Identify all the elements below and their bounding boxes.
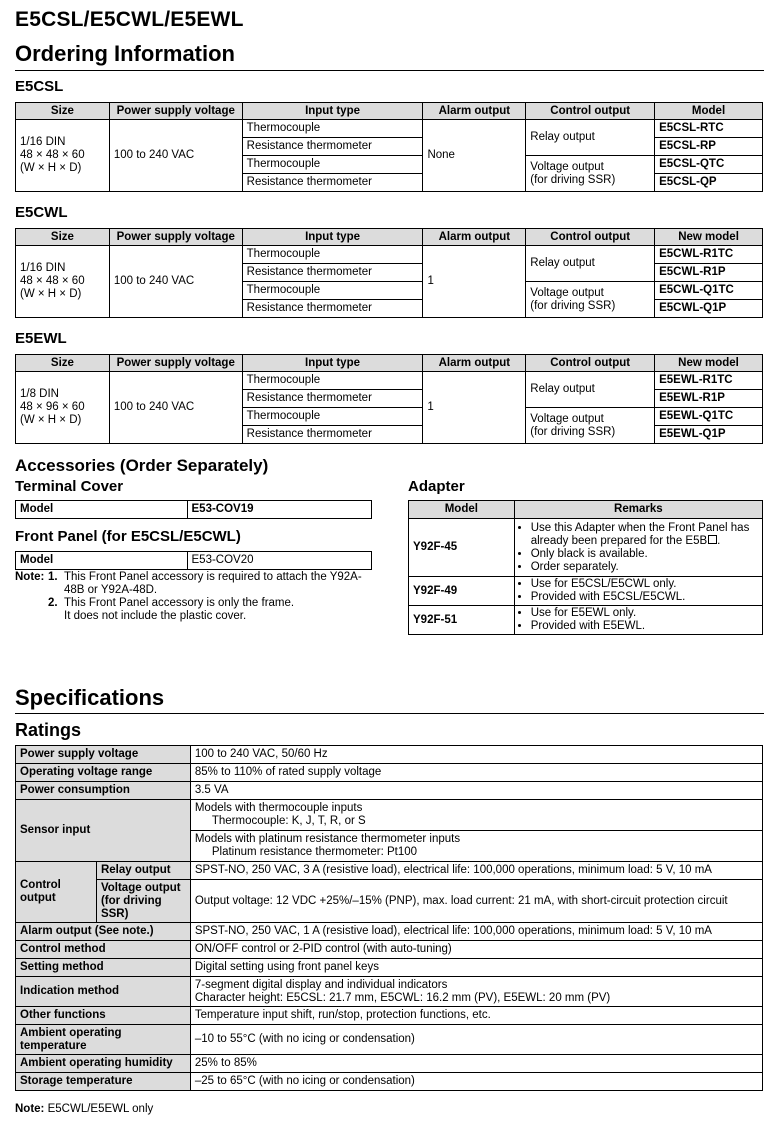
- remark-item: • Order separately.: [531, 561, 758, 574]
- note-text: It does not include the plastic cover.: [64, 610, 247, 622]
- input-cell: Resistance thermometer: [242, 300, 423, 318]
- rating-label: Alarm output (See note.): [16, 923, 191, 941]
- col-alarm: Alarm output: [423, 103, 526, 120]
- size-line: 1/8 DIN: [20, 388, 59, 400]
- volt-line: (for driving SSR): [530, 299, 616, 312]
- rating-value: [190, 831, 762, 862]
- e5ewl-table: [15, 354, 763, 444]
- rating-value: Digital setting using front panel keys: [190, 959, 762, 977]
- voltage-output-cell: [526, 156, 655, 192]
- col-alarm: Alarm output: [423, 355, 526, 372]
- model-cell: E5CSL-RP: [655, 138, 763, 156]
- adapter-remarks: [514, 606, 762, 635]
- specifications-heading: Specifications: [15, 685, 165, 710]
- alarm-cell: 1: [423, 372, 526, 444]
- note-number: 2.: [48, 597, 58, 609]
- remark-item: • Use for E5EWL only.: [531, 607, 758, 620]
- model-series-title: E5CSL/E5CWL/E5EWL: [15, 8, 244, 31]
- relay-cell: Relay output: [526, 120, 655, 156]
- e5cwl-heading: E5CWL: [15, 204, 68, 221]
- rating-value: SPST-NO, 250 VAC, 3 A (resistive load), electrical life: 100,000 operations, minimum load: 5 V, 10 mA: [190, 862, 762, 880]
- specifications-rule: [15, 713, 764, 714]
- terminal-cover-label: Model: [16, 501, 188, 519]
- input-cell: Thermocouple: [242, 156, 423, 174]
- accessories-heading: Accessories (Order Separately): [15, 456, 269, 475]
- rating-label: Storage temperature: [16, 1073, 191, 1091]
- size-line: (W × H × D): [20, 162, 82, 174]
- note-label: Note:: [15, 571, 45, 583]
- front-panel-model: E53-COV20: [187, 552, 371, 570]
- col-size: Size: [16, 355, 110, 372]
- rating-value: –10 to 55°C (with no icing or condensation): [190, 1025, 762, 1055]
- col-power: Power supply voltage: [109, 103, 242, 120]
- note-text: E5CWL/E5EWL only: [47, 1103, 154, 1115]
- model-cell: E5CSL-QP: [655, 174, 763, 192]
- ordering-info-heading: Ordering Information: [15, 41, 235, 66]
- adapter-table: [408, 500, 763, 635]
- volt-line: Voltage output: [530, 286, 604, 299]
- rating-label: Power supply voltage: [16, 746, 191, 764]
- col-control: Control output: [526, 355, 655, 372]
- remark-item: • Provided with E5CSL/E5CWL.: [531, 591, 758, 604]
- col-new-model: New model: [655, 229, 763, 246]
- sensor-line: Platinum resistance thermometer: Pt100: [211, 846, 418, 858]
- size-line: 1/16 DIN: [20, 262, 66, 274]
- rating-value: 25% to 85%: [190, 1055, 762, 1073]
- col-size: Size: [16, 103, 110, 120]
- terminal-cover-model: E53-COV19: [187, 501, 371, 519]
- ordering-rule: [15, 70, 764, 71]
- rating-label: Control output: [16, 862, 97, 923]
- ratings-table: [15, 745, 763, 1091]
- model-cell: E5EWL-Q1TC: [655, 408, 763, 426]
- remark-item: • Only black is available.: [531, 548, 758, 561]
- size-line: 48 × 96 × 60: [20, 401, 85, 413]
- note-text: 48B or Y92A-48D.: [64, 584, 158, 596]
- e5ewl-heading: E5EWL: [15, 330, 67, 347]
- front-panel-table: [15, 551, 372, 570]
- col-model: Model: [409, 501, 515, 519]
- col-size: Size: [16, 229, 110, 246]
- size-line: (W × H × D): [20, 414, 82, 426]
- remark-item: • Use this Adapter when the Front Panel has already been prepared for the E5B .: [531, 522, 758, 548]
- indication-line: Character height: E5CSL: 21.7 mm, E5CWL: 16.2 mm (PV), E5EWL: 20 mm (PV): [194, 991, 611, 1004]
- col-power: Power supply voltage: [109, 355, 242, 372]
- ratings-note: [15, 1103, 153, 1116]
- rating-label: Power consumption: [16, 782, 191, 800]
- col-input: Input type: [242, 103, 423, 120]
- input-cell: Thermocouple: [242, 120, 423, 138]
- model-cell: E5CSL-QTC: [655, 156, 763, 174]
- rating-label: Operating voltage range: [16, 764, 191, 782]
- adapter-heading: Adapter: [408, 478, 465, 495]
- input-cell: Resistance thermometer: [242, 426, 423, 444]
- relay-cell: Relay output: [526, 372, 655, 408]
- adapter-model: Y92F-49: [409, 577, 515, 606]
- volt-line: Voltage output: [530, 160, 604, 173]
- note-text: This Front Panel accessory is only the frame.: [64, 597, 295, 609]
- box-symbol-icon: [708, 535, 717, 544]
- input-cell: Resistance thermometer: [242, 174, 423, 192]
- rating-label: Ambient operating temperature: [16, 1025, 191, 1055]
- rating-value: –25 to 65°C (with no icing or condensation): [190, 1073, 762, 1091]
- input-cell: Resistance thermometer: [242, 138, 423, 156]
- model-cell: E5CWL-Q1P: [655, 300, 763, 318]
- size-cell: [16, 372, 110, 444]
- voltage-output-cell: [526, 282, 655, 318]
- rating-value: SPST-NO, 250 VAC, 1 A (resistive load), electrical life: 100,000 operations, minimum load: 5 V, 10 mA: [190, 923, 762, 941]
- e5csl-table: [15, 102, 763, 192]
- model-cell: E5EWL-R1TC: [655, 372, 763, 390]
- rating-value: 85% to 110% of rated supply voltage: [190, 764, 762, 782]
- col-alarm: Alarm output: [423, 229, 526, 246]
- front-panel-label: Model: [16, 552, 188, 570]
- rating-value: Output voltage: 12 VDC +25%/–15% (PNP), max. load current: 21 mA, with short-circuit protection circuit: [190, 880, 762, 923]
- input-cell: Thermocouple: [242, 372, 423, 390]
- rating-label: Setting method: [16, 959, 191, 977]
- relay-cell: Relay output: [526, 246, 655, 282]
- rating-sublabel: Relay output: [96, 862, 190, 880]
- col-remarks: Remarks: [514, 501, 762, 519]
- input-cell: Resistance thermometer: [242, 390, 423, 408]
- front-panel-notes: [15, 571, 375, 623]
- model-cell: E5CWL-R1TC: [655, 246, 763, 264]
- rating-value: Temperature input shift, run/stop, protection functions, etc.: [190, 1007, 762, 1025]
- size-line: 1/16 DIN: [20, 136, 66, 148]
- note-number: 1.: [48, 571, 58, 583]
- terminal-cover-table: [15, 500, 372, 519]
- volt-line: (for driving SSR): [530, 173, 616, 186]
- rating-value: [190, 800, 762, 831]
- alarm-cell: 1: [423, 246, 526, 318]
- model-cell: E5EWL-R1P: [655, 390, 763, 408]
- note-label: Note:: [15, 1103, 45, 1115]
- size-cell: [16, 120, 110, 192]
- model-cell: E5EWL-Q1P: [655, 426, 763, 444]
- rating-value: 100 to 240 VAC, 50/60 Hz: [190, 746, 762, 764]
- size-line: 48 × 48 × 60: [20, 149, 85, 161]
- volt-line: (for driving SSR): [530, 425, 616, 438]
- alarm-cell: None: [423, 120, 526, 192]
- rating-value: ON/OFF control or 2-PID control (with auto-tuning): [190, 941, 762, 959]
- col-power: Power supply voltage: [109, 229, 242, 246]
- voltage-cell: 100 to 240 VAC: [109, 372, 242, 444]
- remark-item: • Provided with E5EWL.: [531, 620, 758, 633]
- e5cwl-table: [15, 228, 763, 318]
- rating-label: Control method: [16, 941, 191, 959]
- rating-label: Indication method: [16, 977, 191, 1007]
- front-panel-heading: Front Panel (for E5CSL/E5CWL): [15, 528, 241, 545]
- col-new-model: New model: [655, 355, 763, 372]
- col-model: Model: [655, 103, 763, 120]
- model-cell: E5CSL-RTC: [655, 120, 763, 138]
- adapter-model: Y92F-51: [409, 606, 515, 635]
- sensor-line: Models with thermocouple inputs: [194, 802, 363, 814]
- rating-label: Ambient operating humidity: [16, 1055, 191, 1073]
- adapter-remarks: [514, 519, 762, 577]
- voltage-output-cell: [526, 408, 655, 444]
- size-line: (W × H × D): [20, 288, 82, 300]
- voltage-cell: 100 to 240 VAC: [109, 120, 242, 192]
- remark-item: • Use for E5CSL/E5CWL only.: [531, 578, 758, 591]
- sensor-line: Thermocouple: K, J, T, R, or S: [211, 815, 366, 827]
- col-control: Control output: [526, 229, 655, 246]
- volt-line: Voltage output: [530, 412, 604, 425]
- rating-value: 3.5 VA: [190, 782, 762, 800]
- sensor-line: Models with platinum resistance thermometer inputs: [194, 833, 461, 845]
- rating-label: Sensor input: [16, 800, 191, 862]
- rating-value: [190, 977, 762, 1007]
- rating-label: Other functions: [16, 1007, 191, 1025]
- ratings-heading: Ratings: [15, 720, 82, 740]
- col-control: Control output: [526, 103, 655, 120]
- terminal-cover-heading: Terminal Cover: [15, 478, 124, 495]
- size-cell: [16, 246, 110, 318]
- model-cell: E5CWL-R1P: [655, 264, 763, 282]
- input-cell: Resistance thermometer: [242, 264, 423, 282]
- size-line: 48 × 48 × 60: [20, 275, 85, 287]
- e5csl-heading: E5CSL: [15, 78, 64, 95]
- voltage-cell: 100 to 240 VAC: [109, 246, 242, 318]
- col-input: Input type: [242, 355, 423, 372]
- indication-line: 7-segment digital display and individual indicators: [194, 978, 448, 991]
- adapter-remarks: [514, 577, 762, 606]
- rating-sublabel: Voltage output (for driving SSR): [96, 880, 190, 923]
- input-cell: Thermocouple: [242, 408, 423, 426]
- input-cell: Thermocouple: [242, 282, 423, 300]
- adapter-model: Y92F-45: [409, 519, 515, 577]
- input-cell: Thermocouple: [242, 246, 423, 264]
- model-cell: E5CWL-Q1TC: [655, 282, 763, 300]
- note-text: This Front Panel accessory is required to attach the Y92A-: [64, 571, 362, 583]
- col-input: Input type: [242, 229, 423, 246]
